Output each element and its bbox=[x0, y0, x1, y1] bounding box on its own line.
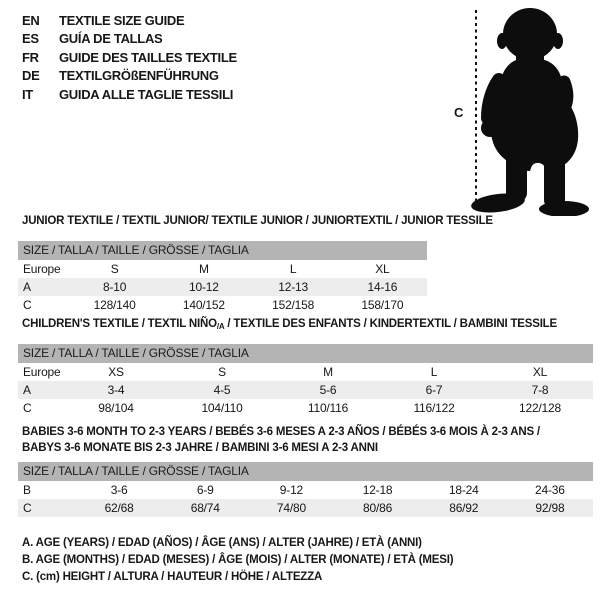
table-cell: 10-12 bbox=[189, 280, 219, 294]
row-label: A bbox=[23, 383, 31, 397]
table-cell: 140/152 bbox=[182, 298, 225, 312]
title-line: BABIES 3-6 MONTH TO 2-3 YEARS / BEBÉS 3-6 MESES A 2-3 AÑOS / BÉBÉS 3-6 MOIS À 2-3 ANS / bbox=[22, 426, 540, 438]
table-cell: 3-4 bbox=[107, 383, 125, 397]
table-cell: 152/158 bbox=[272, 298, 315, 312]
table-cell: M bbox=[323, 365, 333, 379]
table-cell: XL bbox=[532, 365, 548, 379]
table-cell: S bbox=[110, 262, 119, 276]
language-code: EN bbox=[22, 12, 40, 28]
row-label: Europe bbox=[23, 262, 61, 276]
language-label: TEXTILE SIZE GUIDE bbox=[59, 12, 185, 28]
table-cell: L bbox=[430, 365, 438, 379]
table-cell: 158/170 bbox=[361, 298, 404, 312]
size-header-bar: SIZE / TALLA / TAILLE / GRÖSSE / TAGLIA bbox=[18, 344, 593, 363]
row-label: C bbox=[23, 501, 32, 515]
table-cell: 12-13 bbox=[278, 280, 308, 294]
table-cell: M bbox=[198, 262, 209, 276]
row-label: B bbox=[23, 483, 31, 497]
table-cell: 18-24 bbox=[448, 483, 479, 497]
row-label: Europe bbox=[23, 365, 61, 379]
children-table bbox=[18, 344, 593, 417]
language-row bbox=[22, 11, 237, 30]
language-label: TEXTILGRÖßENFÜHRUNG bbox=[59, 68, 219, 84]
table-cell: 6-7 bbox=[425, 383, 443, 397]
table-cell: 110/116 bbox=[307, 401, 349, 415]
table-cell: 122/128 bbox=[519, 401, 561, 415]
table-row bbox=[18, 278, 427, 296]
table-cell: 80/86 bbox=[363, 501, 393, 515]
language-row bbox=[22, 48, 237, 67]
table-cell: 128/140 bbox=[93, 298, 136, 312]
table-cell: S bbox=[218, 365, 226, 379]
table-cell: 4-5 bbox=[213, 383, 231, 397]
table-cell: 8-10 bbox=[103, 280, 127, 294]
table-cell: 9-12 bbox=[279, 483, 304, 497]
baby-silhouette-icon bbox=[468, 4, 593, 216]
table-cell: 14-16 bbox=[367, 280, 398, 294]
language-code: DE bbox=[22, 68, 40, 84]
table-cell: 116/122 bbox=[413, 401, 455, 415]
babies-table-title bbox=[22, 424, 540, 456]
table-row bbox=[18, 481, 593, 499]
table-cell: 6-9 bbox=[196, 483, 214, 497]
measure-legend bbox=[22, 535, 453, 586]
row-label: A bbox=[23, 280, 31, 294]
legend-line-b: B. AGE (MONTHS) / EDAD (MESES) / ÂGE (MOIS) / ALTER (MONATE) / ETÀ (MESI) bbox=[22, 554, 454, 566]
language-label: GUIDA ALLE TAGLIE TESSILI bbox=[59, 86, 234, 102]
language-label: GUIDE DES TAILLES TEXTILE bbox=[59, 49, 237, 65]
language-list bbox=[22, 11, 237, 104]
table-cell: 12-18 bbox=[362, 483, 393, 497]
legend-line-a: A. AGE (YEARS) / EDAD (AÑOS) / ÂGE (ANS) / ALTER (JAHRE) / ETÀ (ANNI) bbox=[22, 537, 422, 549]
children-table-title bbox=[22, 318, 557, 331]
size-header-bar: SIZE / TALLA / TAILLE / GRÖSSE / TAGLIA bbox=[18, 462, 593, 481]
table-cell: 68/74 bbox=[190, 501, 220, 515]
title-text: / TEXTILE DES ENFANTS / KINDERTEXTIL / BAMBINI TESSILE bbox=[224, 318, 557, 330]
babies-table bbox=[18, 462, 593, 517]
table-cell: 92/98 bbox=[535, 501, 565, 515]
junior-table-title: JUNIOR TEXTILE / TEXTIL JUNIOR/ TEXTILE JUNIOR / JUNIORTEXTIL / JUNIOR TESSILE bbox=[22, 215, 493, 227]
measure-label-c: C bbox=[454, 105, 464, 120]
table-row bbox=[18, 399, 593, 417]
language-row bbox=[22, 85, 237, 104]
legend-line-c: C. (cm) HEIGHT / ALTURA / HAUTEUR / HÖHE / ALTEZZA bbox=[22, 571, 323, 583]
title-subscript: /A bbox=[216, 322, 225, 331]
table-cell: 74/80 bbox=[276, 501, 306, 515]
title-text: CHILDREN'S TEXTILE / TEXTIL NIÑO bbox=[22, 318, 217, 330]
language-label: GUÍA DE TALLAS bbox=[59, 31, 163, 47]
table-cell: 24-36 bbox=[535, 483, 565, 497]
language-row bbox=[22, 30, 237, 49]
table-row bbox=[18, 381, 593, 399]
row-label: C bbox=[23, 298, 32, 312]
title-line: BABYS 3-6 MONATE BIS 2-3 JAHRE / BAMBINI 3-6 MESI A 2-3 ANNI bbox=[22, 442, 378, 454]
table-cell: XL bbox=[375, 262, 390, 276]
row-label: C bbox=[23, 401, 32, 415]
language-code: IT bbox=[22, 86, 33, 102]
baby-height-figure bbox=[450, 4, 598, 216]
table-cell: 98/104 bbox=[98, 401, 134, 415]
table-row bbox=[18, 260, 427, 278]
table-cell: L bbox=[289, 262, 297, 276]
junior-table bbox=[18, 241, 427, 314]
size-header-bar: SIZE / TALLA / TAILLE / GRÖSSE / TAGLIA bbox=[18, 241, 427, 260]
table-cell: 86/92 bbox=[449, 501, 479, 515]
table-row bbox=[18, 499, 593, 517]
language-code: ES bbox=[22, 31, 39, 47]
table-cell: 5-6 bbox=[319, 383, 337, 397]
table-cell: XS bbox=[108, 365, 124, 379]
language-code: FR bbox=[22, 49, 39, 65]
language-row bbox=[22, 67, 237, 86]
table-row bbox=[18, 363, 593, 381]
table-cell: 104/110 bbox=[201, 401, 243, 415]
table-cell: 62/68 bbox=[104, 501, 134, 515]
table-row bbox=[18, 296, 427, 314]
table-cell: 3-6 bbox=[110, 483, 128, 497]
table-cell: 7-8 bbox=[531, 383, 549, 397]
